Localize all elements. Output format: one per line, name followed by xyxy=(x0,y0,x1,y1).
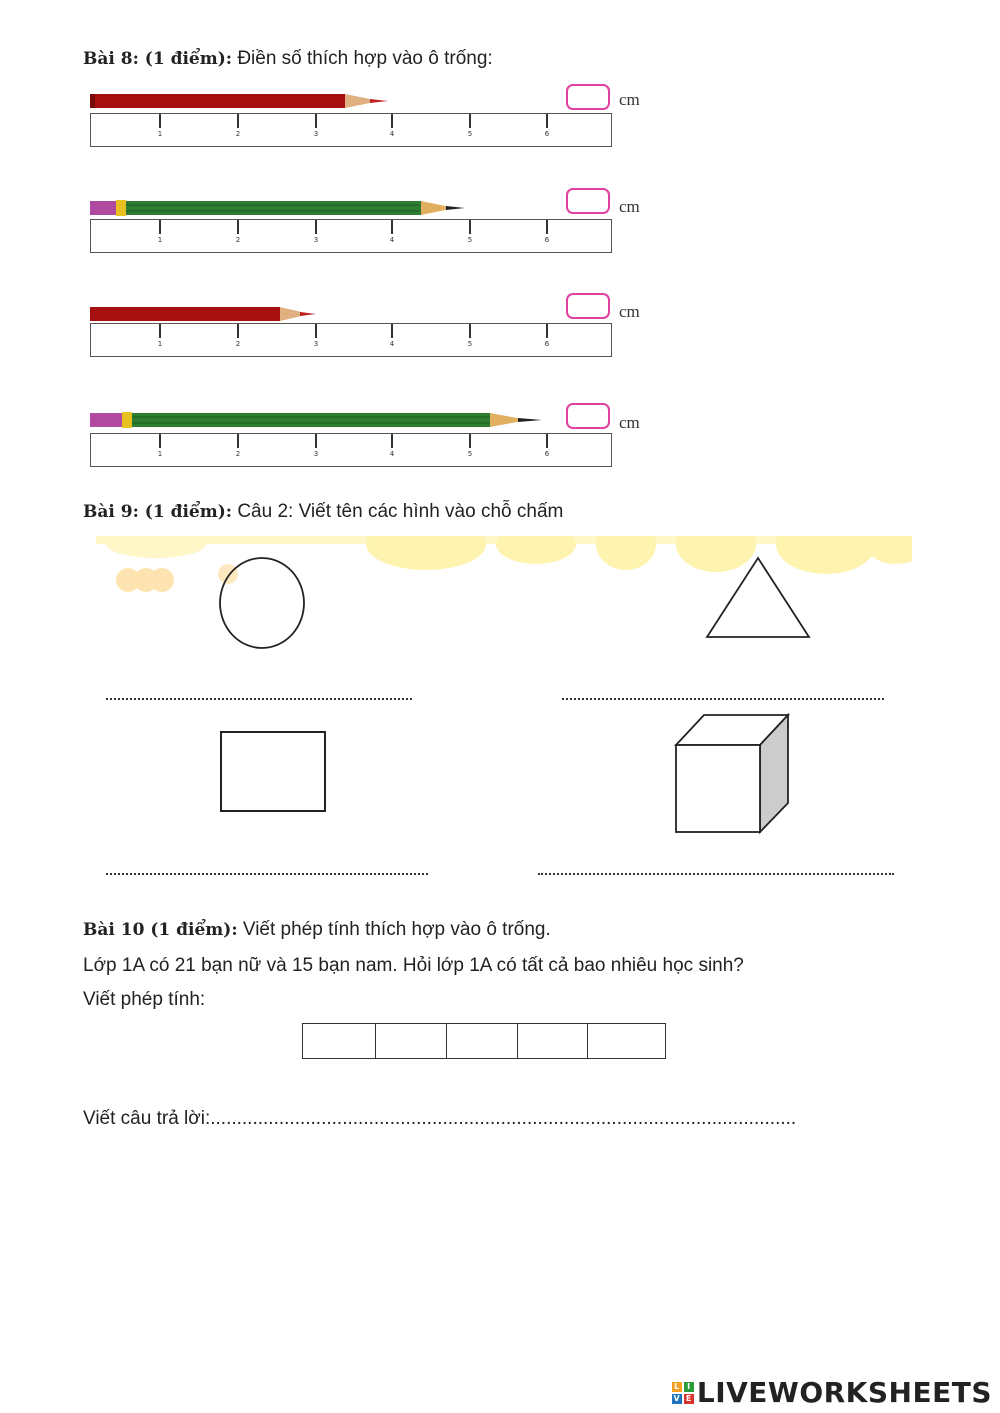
bai8-instruction: Điền số thích hợp vào ô trống: xyxy=(232,48,493,69)
ruler-tick-label: 1 xyxy=(157,236,163,244)
bai8-label: Bài 8: (1 điểm): xyxy=(83,49,233,69)
answer-dots[interactable]: ............................................................................................................... xyxy=(210,1108,797,1129)
ruler-tick xyxy=(469,324,471,338)
ruler-tick xyxy=(469,434,471,448)
logo-letter-i: I xyxy=(684,1382,694,1392)
pencil-green-4 xyxy=(90,409,560,431)
pencil-green-2 xyxy=(90,197,480,219)
answer-box-4[interactable] xyxy=(566,403,610,429)
ruler-tick xyxy=(391,114,393,128)
ruler-tick-label: 6 xyxy=(544,236,550,244)
calc-box-5[interactable] xyxy=(588,1024,665,1058)
cube-icon xyxy=(672,712,792,836)
ruler-tick xyxy=(469,114,471,128)
triangle-icon xyxy=(703,555,813,641)
ruler-tick-label: 1 xyxy=(157,450,163,458)
ruler-tick xyxy=(546,324,548,338)
ruler-tick-label: 6 xyxy=(544,340,550,348)
ruler-tick-label: 5 xyxy=(467,130,473,138)
ruler-tick-label: 3 xyxy=(313,450,319,458)
unit-label-4: cm xyxy=(619,413,640,432)
answer-dots-circle[interactable] xyxy=(106,698,412,700)
bai9-heading xyxy=(83,501,563,523)
ruler-2 xyxy=(90,219,612,253)
ruler-tick-label: 5 xyxy=(467,450,473,458)
ruler-tick xyxy=(159,324,161,338)
bai9-label: Bài 9: (1 điểm): xyxy=(83,502,233,522)
circle-icon xyxy=(216,556,308,650)
ruler-tick-label: 6 xyxy=(544,130,550,138)
calc-box-4[interactable] xyxy=(518,1024,588,1058)
ruler-tick-label: 3 xyxy=(313,130,319,138)
ruler-tick-label: 2 xyxy=(235,340,241,348)
logo-letter-l: L xyxy=(672,1382,682,1392)
logo-text: LIVEWORKSHEETS xyxy=(696,1376,992,1409)
calc-box-3[interactable] xyxy=(447,1024,518,1058)
unit-label-2: cm xyxy=(619,197,640,216)
ruler-tick xyxy=(159,220,161,234)
bai10-label: Bài 10 (1 điểm): xyxy=(83,920,238,940)
ruler-tick xyxy=(546,220,548,234)
ruler-tick xyxy=(315,220,317,234)
ruler-tick xyxy=(391,434,393,448)
bai10-instruction: Viết phép tính thích hợp vào ô trống. xyxy=(237,919,551,940)
unit-label-1: cm xyxy=(619,90,640,109)
ruler-tick-label: 1 xyxy=(157,130,163,138)
square-icon xyxy=(219,730,329,814)
liveworksheets-logo xyxy=(672,1376,992,1409)
ruler-tick-label: 4 xyxy=(389,450,395,458)
calculation-boxes xyxy=(302,1023,666,1059)
pencil-red-3 xyxy=(90,303,330,325)
ruler-tick xyxy=(315,434,317,448)
ruler-4 xyxy=(90,433,612,467)
ruler-tick xyxy=(159,434,161,448)
answer-dots-cube[interactable] xyxy=(538,873,894,875)
bai10-problem: Lớp 1A có 21 bạn nữ và 15 bạn nam. Hỏi lớp 1A có tất cả bao nhiêu học sinh? xyxy=(83,955,744,976)
ruler-tick-label: 6 xyxy=(544,450,550,458)
answer-box-3[interactable] xyxy=(566,293,610,319)
calc-box-2[interactable] xyxy=(376,1024,447,1058)
ruler-tick xyxy=(237,114,239,128)
ruler-tick-label: 3 xyxy=(313,340,319,348)
ruler-tick-label: 2 xyxy=(235,130,241,138)
bai10-heading xyxy=(83,919,551,941)
ruler-tick xyxy=(159,114,161,128)
ruler-tick xyxy=(391,324,393,338)
bai8-heading xyxy=(83,48,493,70)
answer-line xyxy=(83,1108,796,1130)
ruler-tick xyxy=(546,434,548,448)
ruler-tick xyxy=(237,220,239,234)
answer-box-1[interactable] xyxy=(566,84,610,110)
ruler-tick xyxy=(315,324,317,338)
ruler-tick-label: 4 xyxy=(389,130,395,138)
ruler-tick xyxy=(391,220,393,234)
logo-grid-icon xyxy=(672,1382,694,1404)
calc-box-1[interactable] xyxy=(303,1024,376,1058)
ruler-tick-label: 2 xyxy=(235,236,241,244)
ruler-1 xyxy=(90,113,612,147)
pencil-red-1 xyxy=(90,90,400,112)
logo-letter-e: E xyxy=(684,1394,694,1404)
answer-box-2[interactable] xyxy=(566,188,610,214)
ruler-tick-label: 5 xyxy=(467,340,473,348)
unit-label-3: cm xyxy=(619,302,640,321)
ruler-tick xyxy=(237,434,239,448)
answer-dots-triangle[interactable] xyxy=(562,698,884,700)
ruler-tick-label: 5 xyxy=(467,236,473,244)
ruler-tick-label: 1 xyxy=(157,340,163,348)
ruler-tick-label: 4 xyxy=(389,340,395,348)
answer-dots-square[interactable] xyxy=(106,873,428,875)
ruler-tick-label: 4 xyxy=(389,236,395,244)
ruler-tick xyxy=(315,114,317,128)
calc-label: Viết phép tính: xyxy=(83,989,206,1010)
bai9-instruction: Câu 2: Viết tên các hình vào chỗ chấm xyxy=(232,501,564,522)
ruler-tick-label: 3 xyxy=(313,236,319,244)
answer-label: Viết câu trả lời: xyxy=(83,1108,211,1129)
ruler-tick xyxy=(469,220,471,234)
logo-letter-v: V xyxy=(673,1393,681,1403)
ruler-tick xyxy=(237,324,239,338)
ruler-tick xyxy=(546,114,548,128)
ruler-tick-label: 2 xyxy=(235,450,241,458)
ruler-3 xyxy=(90,323,612,357)
